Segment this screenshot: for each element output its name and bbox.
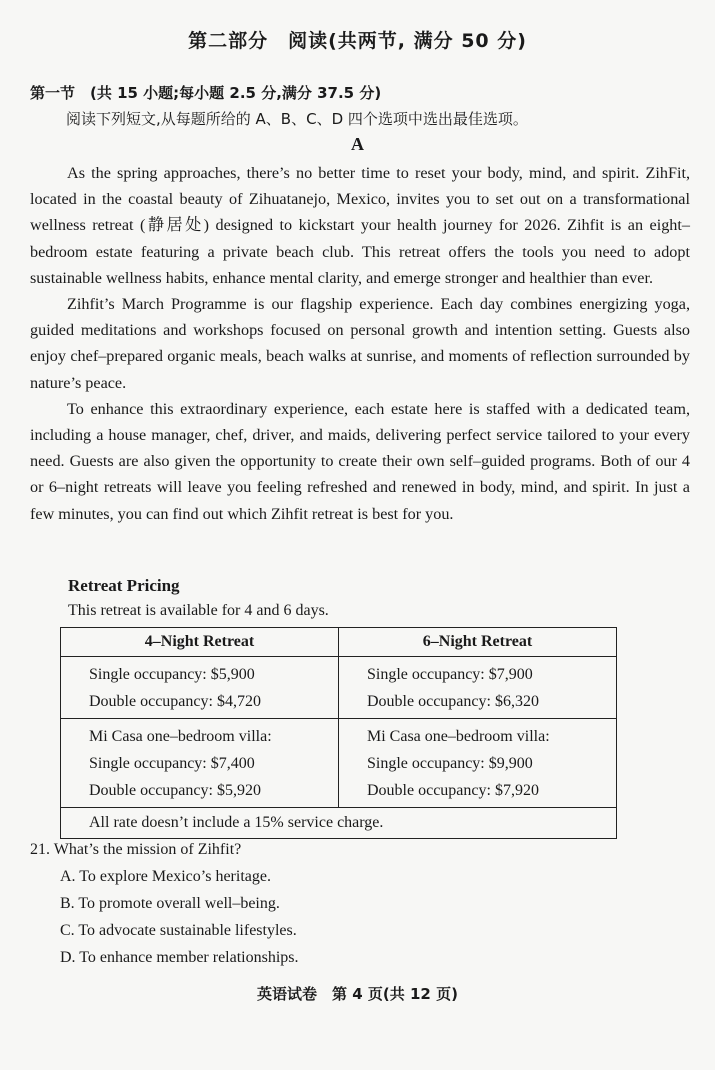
price-line: Double occupancy: $4,720 [89,693,261,710]
column-header-4-night: 4–Night Retreat [61,628,339,657]
pricing-note: This retreat is available for 4 and 6 days. [68,602,329,619]
price-line: Double occupancy: $6,320 [367,693,539,710]
price-line: Single occupancy: $7,900 [367,666,533,683]
table-row [61,657,617,719]
answer-option-d: D. To enhance member relationships. [60,949,299,966]
price-line: Single occupancy: $9,900 [367,755,533,772]
passage-label: A [351,134,364,154]
price-line: Single occupancy: $7,400 [89,755,255,772]
passage-paragraph: Zihfit’s March Programme is our flagship experience. Each day combines energizing yoga, guided meditations and workshops focused on personal growth and intention setting. Guests also enjoy chef–prepared organic meals, beach walks at sunrise, and moments of reflection surrounded by nature’s peace. [30,295,690,392]
answer-option-b: B. To promote overall well–being. [60,895,280,912]
answer-option-a: A. To explore Mexico’s heritage. [60,868,271,885]
passage-body [30,160,690,527]
passage-paragraph: As the spring approaches, there’s no better time to reset your body, mind, and spirit. ZihFit, located in the coastal beauty of Zihuatanejo, Mexico, invites you to set out on a transformational wellness retreat (静居处) designed to kickstart your health journey for 2026. Zihfit is an eight–bedroom estate featuring a private beach club. This retreat offers the tools you need to adopt sustainable wellness habits, enhance mental clarity, and emerge stronger and healthier than ever. [30,164,690,287]
price-line: Single occupancy: $5,900 [89,666,255,683]
question-21 [30,836,299,971]
passage-paragraph: To enhance this extraordinary experience, each estate here is staffed with a dedicated team, including a house manager, chef, driver, and maids, delivering perfect service tailored to your every need. Guests are also given the opportunity to create their own self–guided programs. Both of our 4 or 6–night retreats will leave you feeling refreshed and renewed in body, mind, and spirit. In just a few minutes, you can find out which Zihfit retreat is best for you. [30,399,690,523]
table-row [61,719,617,808]
page-footer: 英语试卷 第 4 页(共 12 页) [257,985,458,1003]
table-cell [339,719,617,808]
table-footnote-row [61,808,617,839]
table-cell [61,657,339,719]
price-line: Double occupancy: $7,920 [367,782,539,799]
table-cell [61,719,339,808]
reading-instruction: 阅读下列短文,从每题所给的 A、B、C、D 四个选项中选出最佳选项。 [66,110,528,128]
pricing-title: Retreat Pricing [68,576,180,595]
villa-heading: Mi Casa one–bedroom villa: [367,728,550,745]
question-stem: 21. What’s the mission of Zihfit? [30,841,242,858]
pricing-footnote: All rate doesn’t include a 15% service charge. [89,814,384,831]
table-cell [61,808,617,839]
answer-option-c: C. To advocate sustainable lifestyles. [60,922,297,939]
price-line: Double occupancy: $5,920 [89,782,261,799]
column-header-6-night: 6–Night Retreat [339,628,617,657]
table-header-row [61,628,617,657]
pricing-table [60,627,617,839]
table-cell [339,657,617,719]
part-title: 第二部分 阅读(共两节, 满分 50 分) [188,30,527,52]
section-heading: 第一节 (共 15 小题;每小题 2.5 分,满分 37.5 分) [30,84,382,102]
villa-heading: Mi Casa one–bedroom villa: [89,728,272,745]
